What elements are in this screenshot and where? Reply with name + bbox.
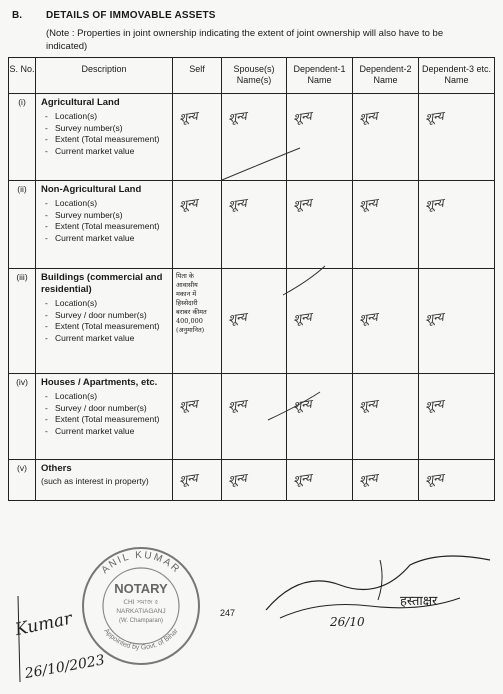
row-sno: (ii) [9, 181, 36, 269]
cell-dependent-3 [419, 460, 495, 501]
col-header-self: Self [173, 58, 222, 94]
cell-dependent-1 [287, 94, 353, 181]
col-header-spouse: Spouse(s) Name(s) [222, 58, 287, 94]
col-header-sno: S. No. [9, 58, 36, 94]
handwritten-nil: शून्य [358, 108, 379, 126]
notary-signature-date: 26/10/2023 [23, 652, 106, 683]
table-row [9, 269, 495, 374]
cell-dependent-2 [353, 460, 419, 501]
row-description [36, 460, 173, 501]
cell-dependent-2 [353, 181, 419, 269]
candidate-signature-text: हस्ताक्षर [400, 594, 438, 609]
stamp-place: NARKATIAGANJ [116, 608, 166, 615]
col-header-dependent-2: Dependent-2 Name [353, 58, 419, 94]
row-description [36, 374, 173, 460]
svg-text:ANIL KUMAR [100, 550, 183, 576]
row-item: - Extent (Total measurement) [45, 414, 160, 424]
row-category: Buildings (commercial and residential) [41, 272, 163, 295]
cell-self [173, 94, 222, 181]
cell-dependent-1 [287, 269, 353, 374]
handwritten-nil: शून्य [424, 396, 445, 414]
stamp-title: NOTARY [114, 581, 168, 596]
row-item: - Current market value [45, 145, 135, 156]
row-description [36, 94, 173, 181]
handwritten-nil: शून्य [292, 108, 313, 126]
col-header-description: Description [36, 58, 173, 94]
row-item: (such as interest in property) [41, 476, 149, 486]
row-category: Non-Agricultural Land [41, 184, 142, 195]
row-item: - Survey / door number(s) [45, 309, 147, 320]
handwritten-nil: शून्य [178, 396, 199, 414]
handwritten-nil: शून्य [424, 309, 445, 327]
stamp-name: ANIL KUMAR [99, 549, 183, 577]
row-item: - Location(s) [45, 298, 98, 308]
section-letter: B. [12, 10, 22, 21]
handwritten-nil: शून्य [227, 470, 248, 488]
handwritten-nil: शून्य [178, 195, 199, 213]
self-building-handwritten-note: पिता के आवासीय मकान में हिस्सेदारी बराबर कीमत 400,000 (अनुमानित) [176, 272, 207, 334]
row-item: - Survey number(s) [45, 122, 123, 133]
row-sno: (v) [9, 460, 36, 501]
handwritten-nil: शून्य [292, 470, 313, 488]
cell-self [173, 374, 222, 460]
cell-dependent-3 [419, 269, 495, 374]
row-sno: (i) [9, 94, 36, 181]
row-item: - Survey / door number(s) [45, 402, 147, 413]
immovable-assets-table [8, 57, 495, 501]
table-row [9, 94, 495, 181]
cell-dependent-1 [287, 181, 353, 269]
row-item: - Extent (Total measurement) [45, 134, 160, 144]
handwritten-nil: शून्य [292, 309, 313, 327]
row-category: Houses / Apartments, etc. [41, 377, 158, 388]
row-item: - Location(s) [45, 198, 98, 208]
row-sno: (iii) [9, 269, 36, 374]
stamp-line2: CHI সমাজ ৫ [123, 598, 159, 606]
handwritten-nil: शून्य [358, 396, 379, 414]
cell-dependent-1 [287, 460, 353, 501]
table-header-row [9, 58, 495, 94]
cell-dependent-1 [287, 374, 353, 460]
row-item: - Location(s) [45, 111, 98, 121]
row-description [36, 181, 173, 269]
row-item: - Extent (Total measurement) [45, 321, 160, 331]
row-item: - Current market value [45, 232, 135, 243]
candidate-signature [260, 540, 500, 630]
handwritten-nil: शून्य [424, 470, 445, 488]
section-title: DETAILS OF IMMOVABLE ASSETS [46, 10, 216, 21]
handwritten-nil: शून्य [358, 309, 379, 327]
row-item: - Location(s) [45, 391, 98, 401]
row-sno: (iv) [9, 374, 36, 460]
col-header-dependent-1: Dependent-1 Name [287, 58, 353, 94]
cell-dependent-3 [419, 181, 495, 269]
cell-spouse [222, 269, 287, 374]
row-item: - Survey number(s) [45, 209, 123, 220]
cell-self [173, 181, 222, 269]
cell-self [173, 460, 222, 501]
stamp-district: (W. Champaran) [118, 618, 164, 624]
handwritten-nil: शून्य [292, 195, 313, 213]
candidate-signature-date: 26/10 [330, 615, 365, 629]
handwritten-nil: शून्य [358, 195, 379, 213]
row-item: - Current market value [45, 332, 135, 343]
handwritten-nil: शून्य [227, 195, 248, 213]
cell-dependent-2 [353, 374, 419, 460]
cell-self [173, 269, 222, 374]
cell-spouse [222, 460, 287, 501]
handwritten-nil: शून्य [227, 309, 248, 327]
handwritten-nil: शून्य [424, 195, 445, 213]
cell-spouse [222, 181, 287, 269]
page-number: 247 [220, 608, 236, 618]
cell-dependent-2 [353, 94, 419, 181]
cell-dependent-3 [419, 94, 495, 181]
col-header-dependent-3: Dependent-3 etc. Name [419, 58, 495, 94]
handwritten-nil: शून्य [178, 108, 199, 126]
row-item: - Current market value [45, 425, 135, 436]
row-category: Agricultural Land [41, 97, 120, 108]
handwritten-nil: शून्य [424, 108, 445, 126]
handwritten-nil: शून्य [292, 396, 313, 414]
row-description [36, 269, 173, 374]
cell-dependent-3 [419, 374, 495, 460]
cell-spouse [222, 374, 287, 460]
handwritten-nil: शून्य [178, 470, 199, 488]
handwritten-nil: शून्य [358, 470, 379, 488]
cell-dependent-2 [353, 269, 419, 374]
table-row [9, 374, 495, 460]
table-row [9, 181, 495, 269]
notary-signature-name: Kumar [13, 608, 74, 641]
row-category: Others [41, 463, 72, 474]
stamp-bottom-text: Appointed by Govt. of Bihar [102, 627, 180, 652]
section-note: (Note : Properties in joint ownership indicating the extent of joint ownership will also have to be indicated) [46, 28, 444, 52]
cell-spouse [222, 94, 287, 181]
table-row [9, 460, 495, 501]
handwritten-nil: शून्य [227, 108, 248, 126]
handwritten-nil: शून्य [227, 396, 248, 414]
notary-signature [10, 590, 120, 685]
row-item: - Extent (Total measurement) [45, 221, 160, 231]
